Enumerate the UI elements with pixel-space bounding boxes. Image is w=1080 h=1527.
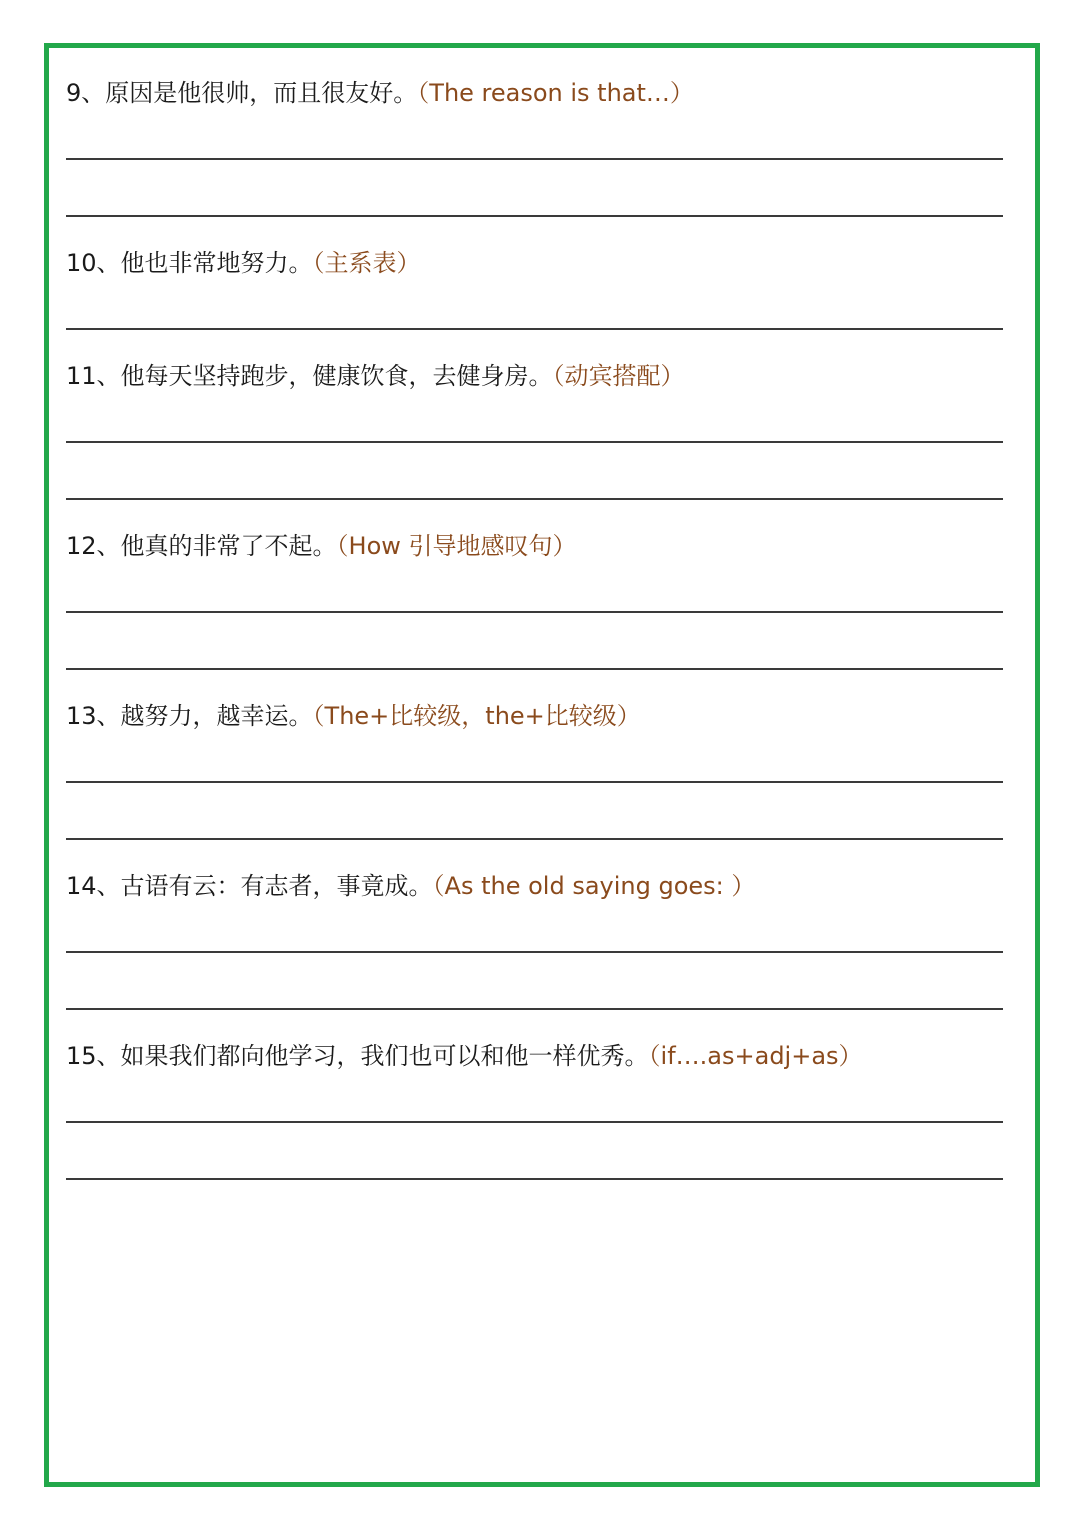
question-13-hint: （The+比较级，the+比较级） <box>312 702 641 730</box>
answer-line <box>66 441 1003 443</box>
question-13-text: 13、越努力，越幸运。 <box>66 702 313 730</box>
answer-line <box>66 951 1003 953</box>
answer-line <box>66 328 1003 330</box>
answer-line <box>66 781 1003 783</box>
answer-line <box>66 838 1003 840</box>
question-11-text: 11、他每天坚持跑步，健康饮食，去健身房。 <box>66 362 553 390</box>
question-10-hint: （主系表） <box>312 249 421 277</box>
answer-line <box>66 1121 1003 1123</box>
question-14 <box>66 866 755 906</box>
question-9-text: 9、原因是他很帅，而且很友好。 <box>66 79 418 107</box>
question-13 <box>66 696 641 736</box>
question-9-hint: （The reason is that…） <box>417 79 694 107</box>
question-10 <box>66 243 421 283</box>
question-15-text: 15、如果我们都向他学习，我们也可以和他一样优秀。 <box>66 1042 649 1070</box>
question-12-hint: （How 引导地感叹句） <box>336 532 577 560</box>
answer-line <box>66 1178 1003 1180</box>
answer-line <box>66 498 1003 500</box>
answer-line <box>66 668 1003 670</box>
question-12-text: 12、他真的非常了不起。 <box>66 532 337 560</box>
question-14-text: 14、古语有云：有志者，事竟成。 <box>66 872 433 900</box>
question-12 <box>66 526 577 566</box>
answer-line <box>66 611 1003 613</box>
answer-line <box>66 158 1003 160</box>
question-9 <box>66 73 694 113</box>
question-15-hint: （if….as+adj+as） <box>648 1042 863 1070</box>
answer-line <box>66 215 1003 217</box>
question-11-hint: （动宾搭配） <box>552 362 685 390</box>
question-14-hint: （As the old saying goes: ） <box>432 872 756 900</box>
answer-line <box>66 1008 1003 1010</box>
question-15 <box>66 1036 863 1076</box>
question-11 <box>66 356 685 396</box>
question-10-text: 10、他也非常地努力。 <box>66 249 313 277</box>
